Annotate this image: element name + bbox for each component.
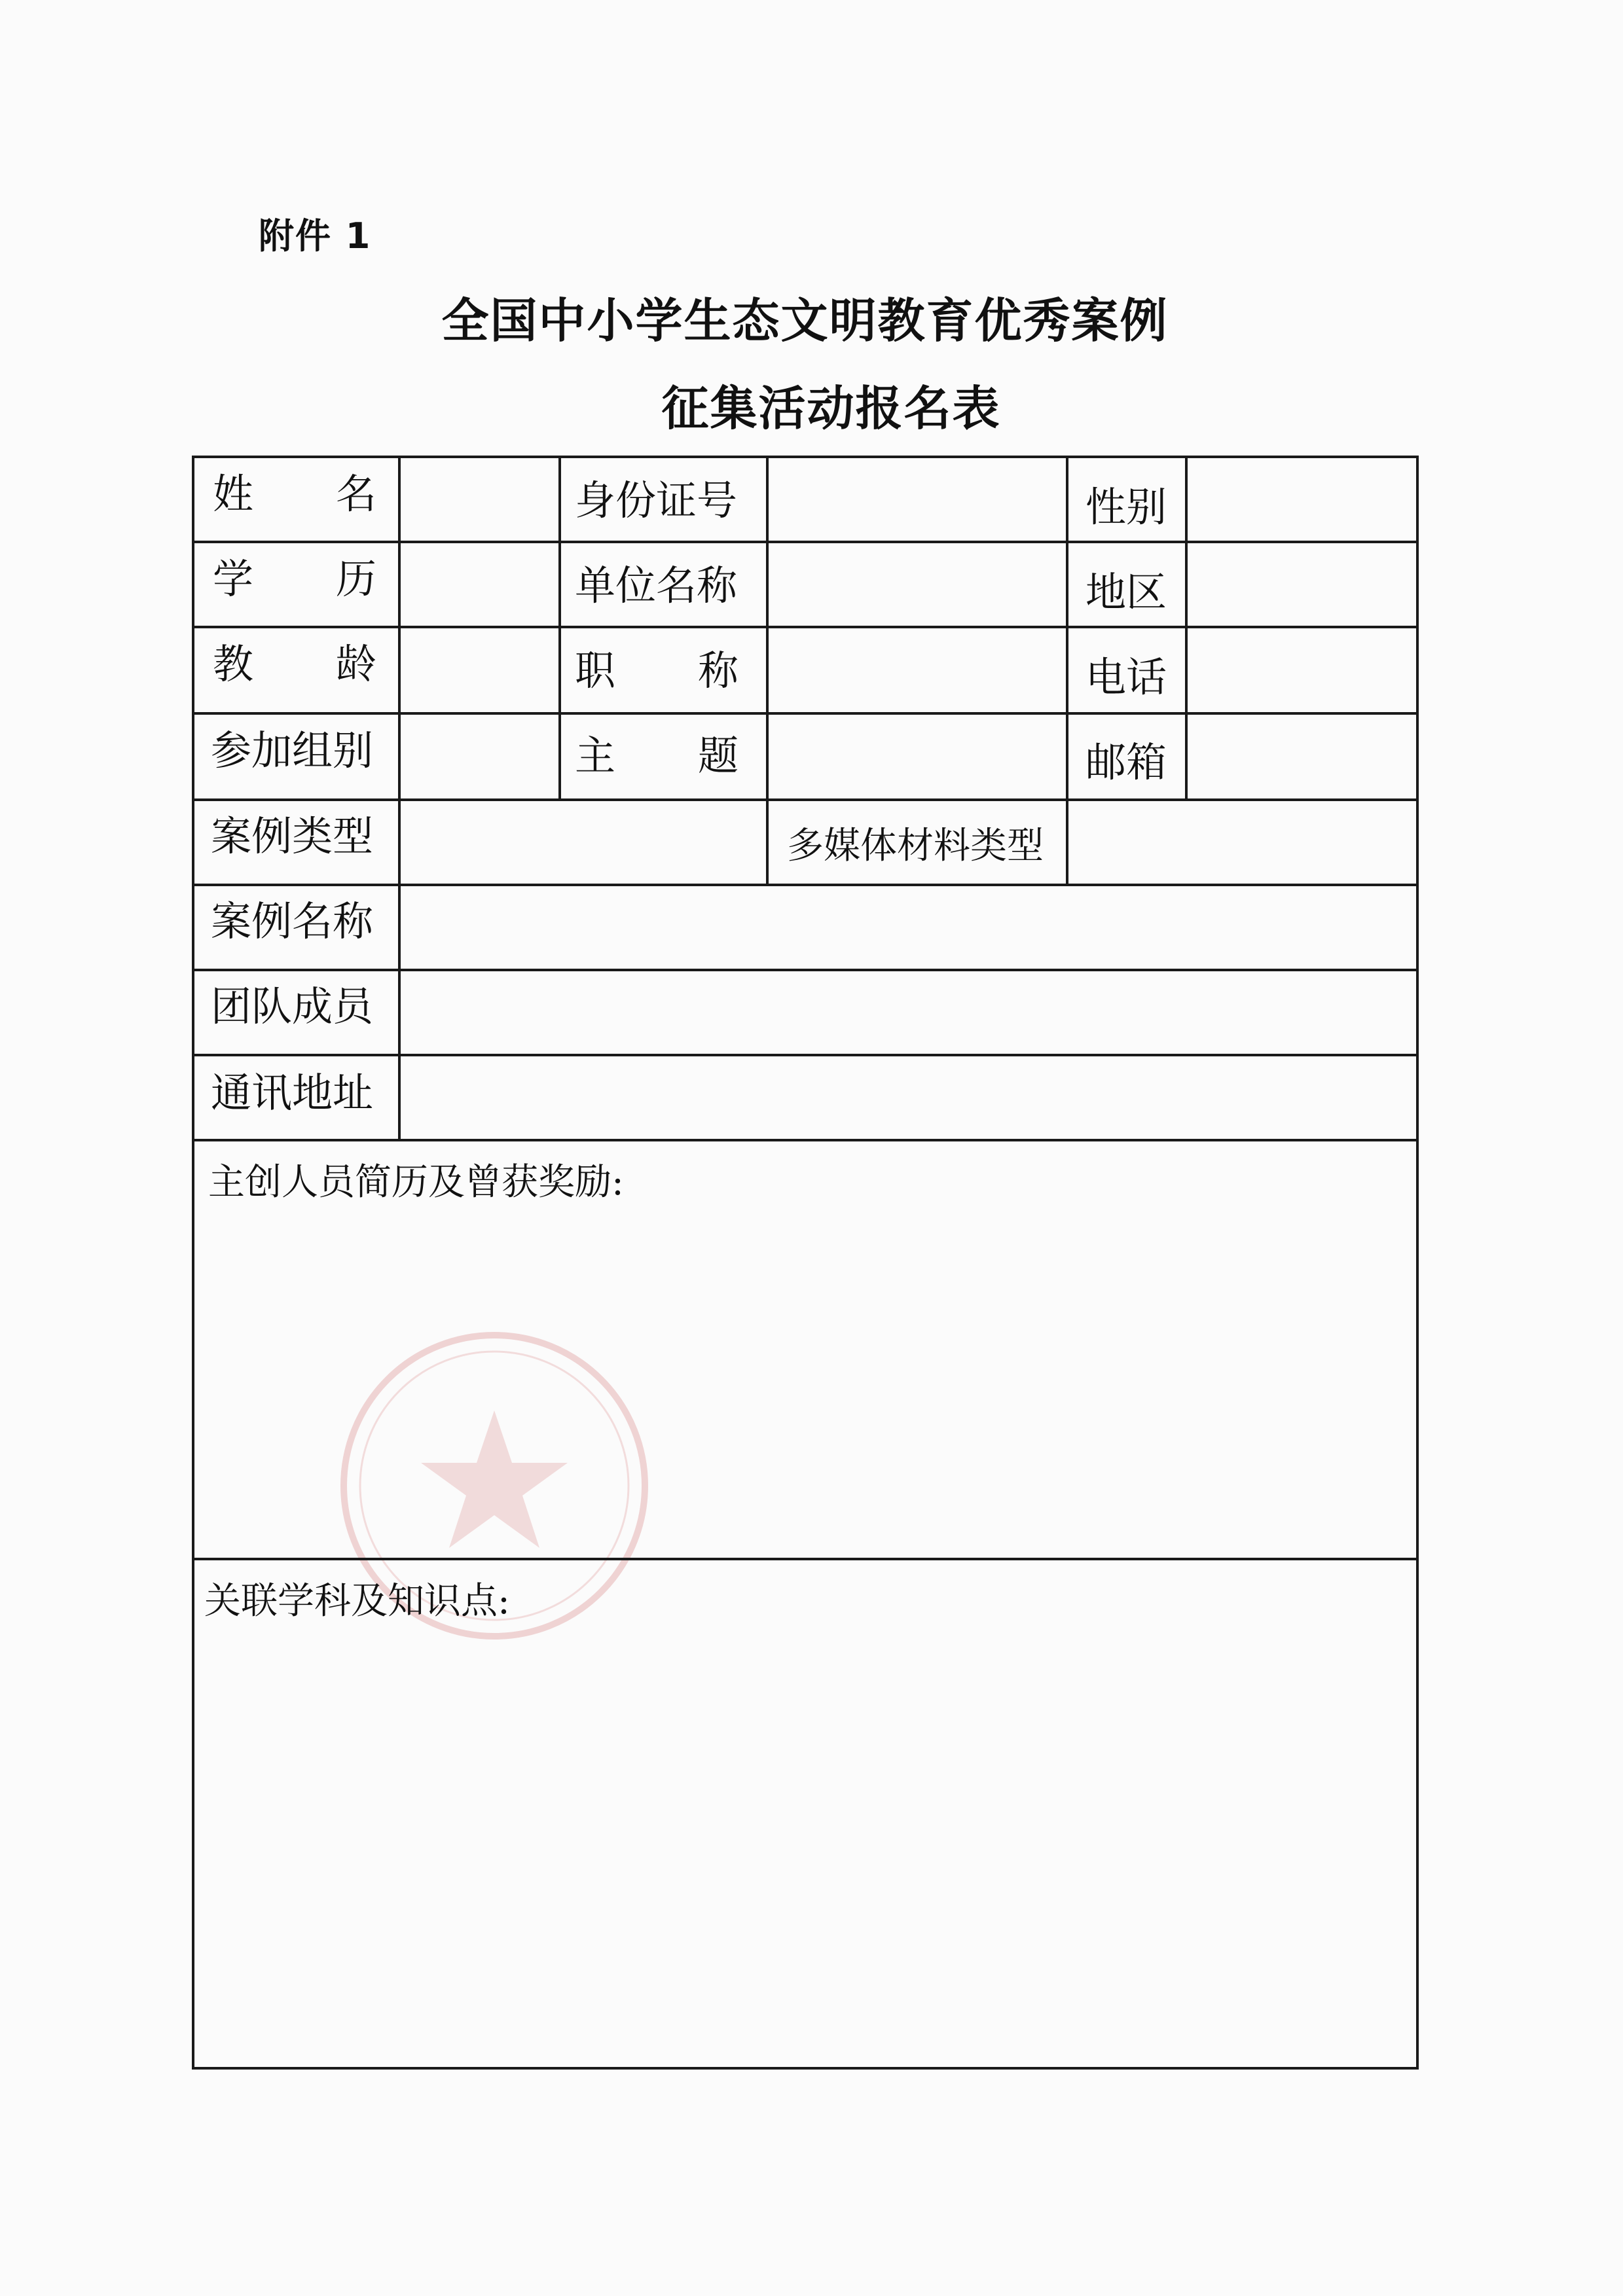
- resume-label: 主创人员简历及曾获奖励:: [208, 1161, 624, 1204]
- team-members-label: 团队成员: [211, 982, 374, 1030]
- job-title-label: 职 称: [575, 647, 739, 694]
- attachment-label: 附件 1: [259, 215, 372, 257]
- subjects-label: 关联学科及知识点:: [204, 1580, 510, 1623]
- unit-name-label: 单位名称: [575, 562, 738, 609]
- name-label: 姓 名: [213, 470, 376, 518]
- teaching-years-label: 教 龄: [213, 640, 376, 688]
- case-name-label: 案例名称: [211, 897, 374, 945]
- region-label: 地区: [1085, 568, 1167, 616]
- form-title: 全国中小学生态文明教育优秀案例: [441, 293, 1169, 348]
- id-number-label: 身份证号: [575, 476, 738, 524]
- email-label: 邮箱: [1085, 738, 1167, 786]
- address-label: 通讯地址: [211, 1069, 374, 1117]
- table-border: [193, 457, 1417, 2068]
- phone-label: 电话: [1085, 653, 1167, 701]
- case-type-label: 案例类型: [211, 812, 374, 860]
- group-label: 参加组别: [211, 726, 374, 774]
- topic-label: 主 题: [575, 732, 739, 780]
- gender-label: 性别: [1085, 483, 1167, 531]
- education-label: 学 历: [213, 555, 376, 603]
- media-type-label: 多媒体材料类型: [787, 825, 1044, 867]
- form-subtitle: 征集活动报名表: [661, 380, 1001, 436]
